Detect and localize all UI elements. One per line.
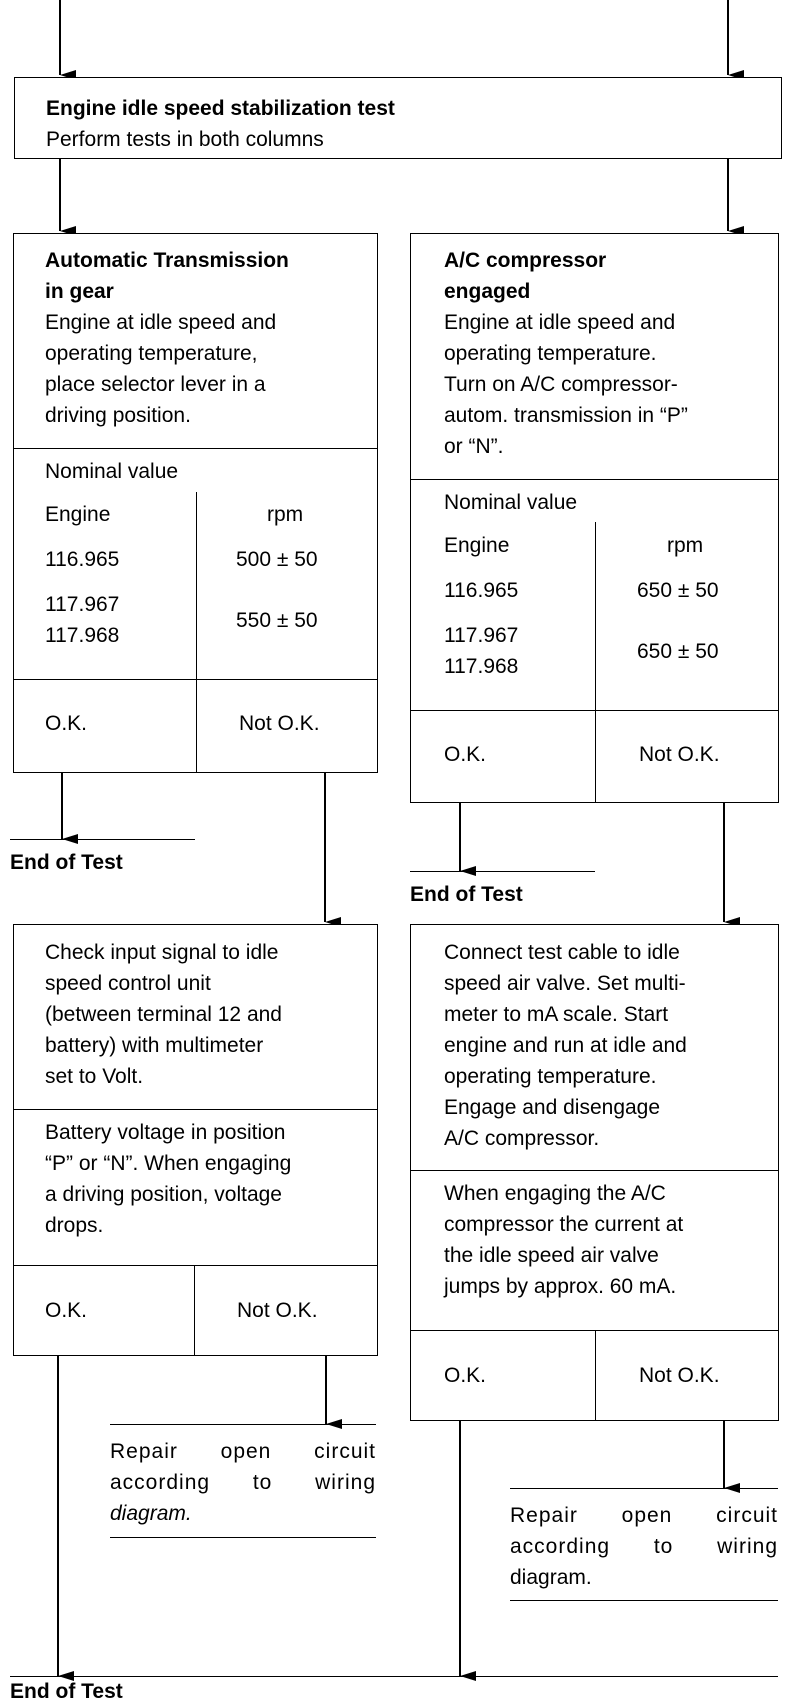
repair-left-line-3: diagram. [110,1502,192,1525]
left-test-box [13,233,378,773]
right-test-desc-line-4: autom. transmission in “P” [444,404,688,427]
top-box-title: Engine idle speed stabilization test [46,97,395,120]
right-test-not-ok: Not O.K. [639,743,720,766]
left-test-desc-line-1: Engine at idle speed and [45,311,277,334]
left-check-divider [194,1265,195,1355]
repair-left-line-2: according to wiring [110,1471,376,1494]
right-check-divider [595,1330,596,1420]
left-result-section [14,679,377,680]
right-check-result-line-2: compressor the current at [444,1213,684,1236]
right-table-divider [595,522,596,802]
right-check-ok: O.K. [444,1364,487,1387]
right-col-rpm: rpm [667,534,704,557]
right-check-result-line-4: jumps by approx. 60 mA. [444,1275,677,1298]
left-check-result-line-3: a driving position, voltage [45,1183,282,1206]
right-check-result-section [411,1170,778,1171]
left-row2-rpm: 550 ± 50 [236,609,318,632]
left-check-result-line-1: Battery voltage in position [45,1121,286,1144]
repair-right-note [510,1500,778,1593]
end-of-test-right: End of Test [410,883,523,906]
repair-right-line-2: according to wiring [510,1535,778,1558]
repair-left-line-1: Repair open circuit [110,1440,376,1463]
end-of-test-final: End of Test [10,1680,123,1703]
left-check-not-ok: Not O.K. [237,1299,318,1322]
end-of-test-rule-left [10,839,195,840]
left-row1-rpm: 500 ± 50 [236,548,318,571]
left-check-ok: O.K. [45,1299,88,1322]
left-row2-engine-2: 117.968 [45,624,120,647]
right-nominal-section [411,479,778,480]
right-test-box [410,233,779,803]
right-row2-rpm: 650 ± 50 [637,640,719,663]
left-nominal-label: Nominal value [45,460,179,483]
right-row2-engine-2: 117.968 [444,655,519,678]
right-check-not-ok: Not O.K. [639,1364,720,1387]
end-of-test-rule-right [410,871,595,872]
right-row2-engine-1: 117.967 [444,624,519,647]
right-test-desc-line-3: Turn on A/C compressor- [444,373,678,396]
left-row1-engine: 116.965 [45,548,120,571]
left-test-not-ok: Not O.K. [239,712,320,735]
right-test-desc-line-1: Engine at idle speed and [444,311,676,334]
left-test-title-line-2: in gear [45,280,114,303]
left-col-engine: Engine [45,503,111,526]
right-check-box [410,924,779,1421]
repair-right-line-3: diagram. [510,1566,592,1589]
right-row1-rpm: 650 ± 50 [637,579,719,602]
right-check-result-line-3: the idle speed air valve [444,1244,659,1267]
right-check-line-4: engine and run at idle and [444,1034,687,1057]
right-check-line-7: A/C compressor. [444,1127,600,1150]
right-check-line-5: operating temperature. [444,1065,657,1088]
right-check-result-line-1: When engaging the A/C [444,1182,666,1205]
top-test-box [14,77,782,159]
left-check-result-section [14,1109,377,1110]
right-nominal-label: Nominal value [444,491,578,514]
right-check-line-3: meter to mA scale. Start [444,1003,669,1026]
left-check-line-2: speed control unit [45,972,211,995]
right-check-line-6: Engage and disengage [444,1096,661,1119]
left-check-box [13,924,378,1356]
left-check-line-1: Check input signal to idle [45,941,279,964]
left-check-line-3: (between terminal 12 and [45,1003,282,1026]
left-col-rpm: rpm [267,503,304,526]
right-test-desc-line-2: operating temperature. [444,342,657,365]
left-test-desc-line-3: place selector lever in a [45,373,266,396]
right-col-engine: Engine [444,534,510,557]
right-check-line-2: speed air valve. Set multi- [444,972,686,995]
left-test-desc-line-2: operating temperature, [45,342,258,365]
left-table-divider [196,492,197,772]
left-check-ok-section [14,1265,377,1266]
repair-left-top-rule [110,1424,376,1425]
left-test-ok: O.K. [45,712,88,735]
left-check-result-line-2: “P” or “N”. When engaging [45,1152,292,1175]
repair-left-note [110,1436,376,1529]
right-result-section [411,710,778,711]
right-test-desc-line-5: or “N”. [444,435,504,458]
repair-right-line-1: Repair open circuit [510,1504,778,1527]
right-test-ok: O.K. [444,743,487,766]
top-box-subtitle: Perform tests in both columns [46,128,324,151]
repair-left-bottom-rule [110,1537,376,1538]
final-end-rule [10,1676,778,1677]
left-nominal-section [14,448,377,449]
left-test-desc-line-4: driving position. [45,404,191,427]
left-row2-engine-1: 117.967 [45,593,120,616]
left-check-line-4: battery) with multimeter [45,1034,264,1057]
repair-right-top-rule [510,1488,778,1489]
end-of-test-left: End of Test [10,851,123,874]
right-test-title-line-1: A/C compressor [444,249,607,272]
left-check-result-line-4: drops. [45,1214,104,1237]
right-row1-engine: 116.965 [444,579,519,602]
right-check-line-1: Connect test cable to idle [444,941,680,964]
left-check-line-5: set to Volt. [45,1065,144,1088]
right-test-title-line-2: engaged [444,280,531,303]
repair-right-bottom-rule [510,1600,778,1601]
left-test-title-line-1: Automatic Transmission [45,249,289,272]
